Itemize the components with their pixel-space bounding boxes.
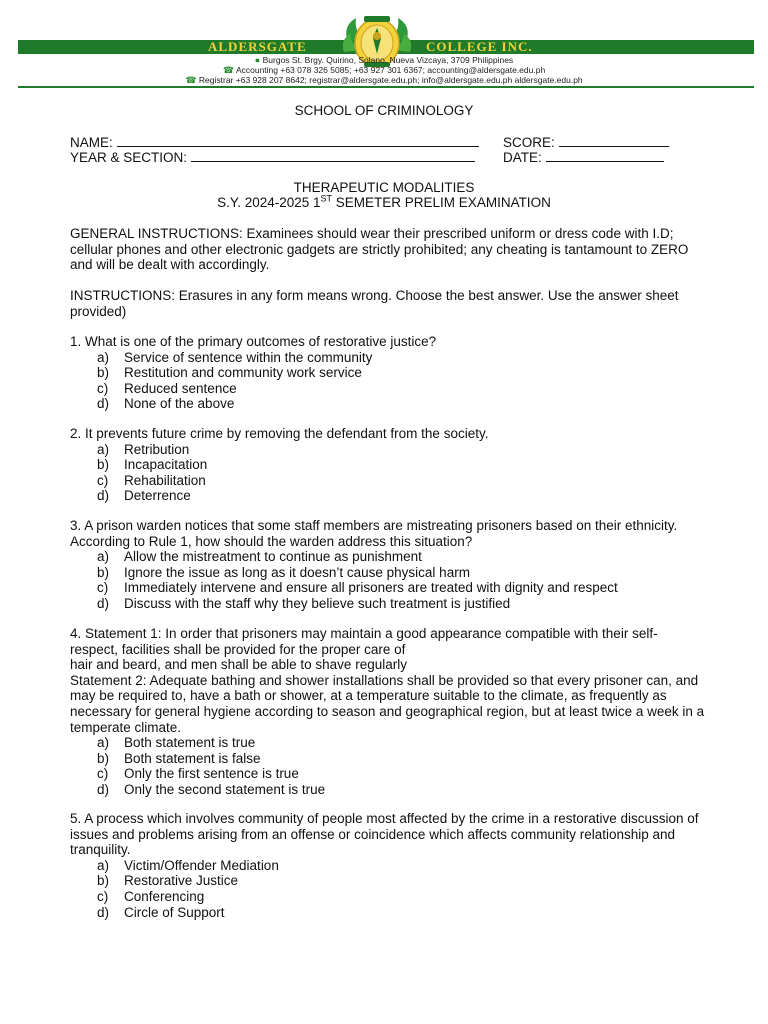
option-d[interactable]: d) Only the second statement is true xyxy=(97,781,326,797)
instructions: INSTRUCTIONS: Erasures in any form means wrong. Choose the best answer. Use the answer sheet provided) xyxy=(70,288,679,319)
question-stem: 5. A process which involves community of people most affected by the crime in a restorative discussion of issues and problems arising from an offense or coincidence which affects community relationship and tranquility. xyxy=(70,811,699,858)
question-stem: 1. What is one of the primary outcomes of restorative justice? xyxy=(70,334,437,349)
option-list xyxy=(70,442,710,504)
question-stem-part-2: hair and beard, and men shall be able to shave regularly xyxy=(70,657,407,673)
option-list xyxy=(70,350,710,412)
option-c[interactable]: c) Reduced sentence xyxy=(97,380,237,396)
school-title: SCHOOL OF CRIMINOLOGY xyxy=(294,103,474,118)
score-blank[interactable] xyxy=(559,134,669,147)
phone-icon: ☎ xyxy=(222,65,235,75)
phone-icon: ☎ xyxy=(185,75,197,85)
option-a[interactable]: a) Service of sentence within the community xyxy=(97,349,373,365)
option-b[interactable]: b) Restitution and community work service xyxy=(97,365,362,381)
general-instructions: GENERAL INSTRUCTIONS: Examinees should wear their prescribed uniform or dress code with I.D; cellular phones and other electronic gadgets are strictly prohibited; any cheating is tantamount to ZERO and will be dealt with accordingly. xyxy=(70,226,689,273)
date-field[interactable]: DATE: xyxy=(503,149,664,166)
option-d[interactable]: d) Deterrence xyxy=(97,488,191,504)
question-stem: 3. A prison warden notices that some staff members are mistreating prisoners based on their ethnicity. According to Rule 1, how should the warden address this situation? xyxy=(70,518,678,549)
date-blank[interactable] xyxy=(546,149,664,162)
option-d[interactable]: d) Discuss with the staff why they believe such treatment is justified xyxy=(97,595,511,611)
header-rule xyxy=(18,86,754,88)
address-line: ● Burgos St. Brgy. Quirino, Solano, Nueva Vizcaya, 3709 Philippines xyxy=(254,55,514,65)
question-stem: 2. It prevents future crime by removing the defendant from the society. xyxy=(70,426,489,441)
option-a[interactable]: a) Allow the mistreatment to continue as punishment xyxy=(97,549,422,565)
option-list xyxy=(70,735,710,797)
option-d[interactable]: d) Circle of Support xyxy=(97,904,225,920)
college-name-left: ALDERSGATE xyxy=(208,39,307,54)
year-section-blank[interactable] xyxy=(191,149,475,162)
option-b[interactable]: b) Restorative Justice xyxy=(97,873,239,889)
question-1 xyxy=(70,334,710,412)
option-d[interactable]: d) None of the above xyxy=(97,396,235,412)
question-5 xyxy=(70,811,710,920)
score-field[interactable]: SCORE: xyxy=(503,134,669,151)
question-4 xyxy=(70,626,710,798)
college-name-right: COLLEGE INC. xyxy=(426,39,533,54)
year-section-field[interactable]: YEAR & SECTION: xyxy=(70,149,475,166)
accounting-line: ☎ Accounting +63 078 326 5085; +63 927 301 6367; accounting@aldersgate.edu.ph xyxy=(222,65,546,75)
exam-title: S.Y. 2024-2025 1ST SEMETER PRELIM EXAMINATION xyxy=(217,193,551,210)
option-c[interactable]: c) Rehabilitation xyxy=(97,472,206,488)
question-3 xyxy=(70,518,710,612)
option-b[interactable]: b) Incapacitation xyxy=(97,457,208,473)
option-a[interactable]: a) Victim/Offender Mediation xyxy=(97,857,279,873)
option-list xyxy=(70,858,710,920)
registrar-line: ☎ Registrar +63 928 207 8642; registrar@aldersgate.edu.ph; info@aldersgate.edu.ph aldersgate.edu.ph xyxy=(185,75,583,85)
option-a[interactable]: a) Retribution xyxy=(97,441,190,457)
question-stem-part-1: 4. Statement 1: In order that prisoners may maintain a good appearance compatible with their self-respect, facilities shall be provided for the proper care of xyxy=(70,626,658,657)
option-b[interactable]: b) Ignore the issue as long as it doesn’t cause physical harm xyxy=(97,564,470,580)
option-c[interactable]: c) Conferencing xyxy=(97,888,205,904)
location-pin-icon: ● xyxy=(254,55,261,65)
option-a[interactable]: a) Both statement is true xyxy=(97,735,256,751)
name-field[interactable]: NAME: xyxy=(70,134,479,151)
question-stem-part-3: Statement 2: Adequate bathing and shower installations shall be provided so that every prisoner can, and may be required to, have a bath or shower, at a temperature suitable to the climate, as frequently as necessary for general hygiene according to season and geographical region, but at least twice a week in a temperate climate. xyxy=(70,672,705,735)
question-2 xyxy=(70,426,710,504)
subject-title: THERAPEUTIC MODALITIES xyxy=(293,180,475,195)
name-blank[interactable] xyxy=(117,134,479,147)
option-c[interactable]: c) Only the first sentence is true xyxy=(97,766,299,782)
option-b[interactable]: b) Both statement is false xyxy=(97,750,261,766)
option-list xyxy=(70,549,710,611)
option-c[interactable]: c) Immediately intervene and ensure all prisoners are treated with dignity and respect xyxy=(97,580,618,596)
